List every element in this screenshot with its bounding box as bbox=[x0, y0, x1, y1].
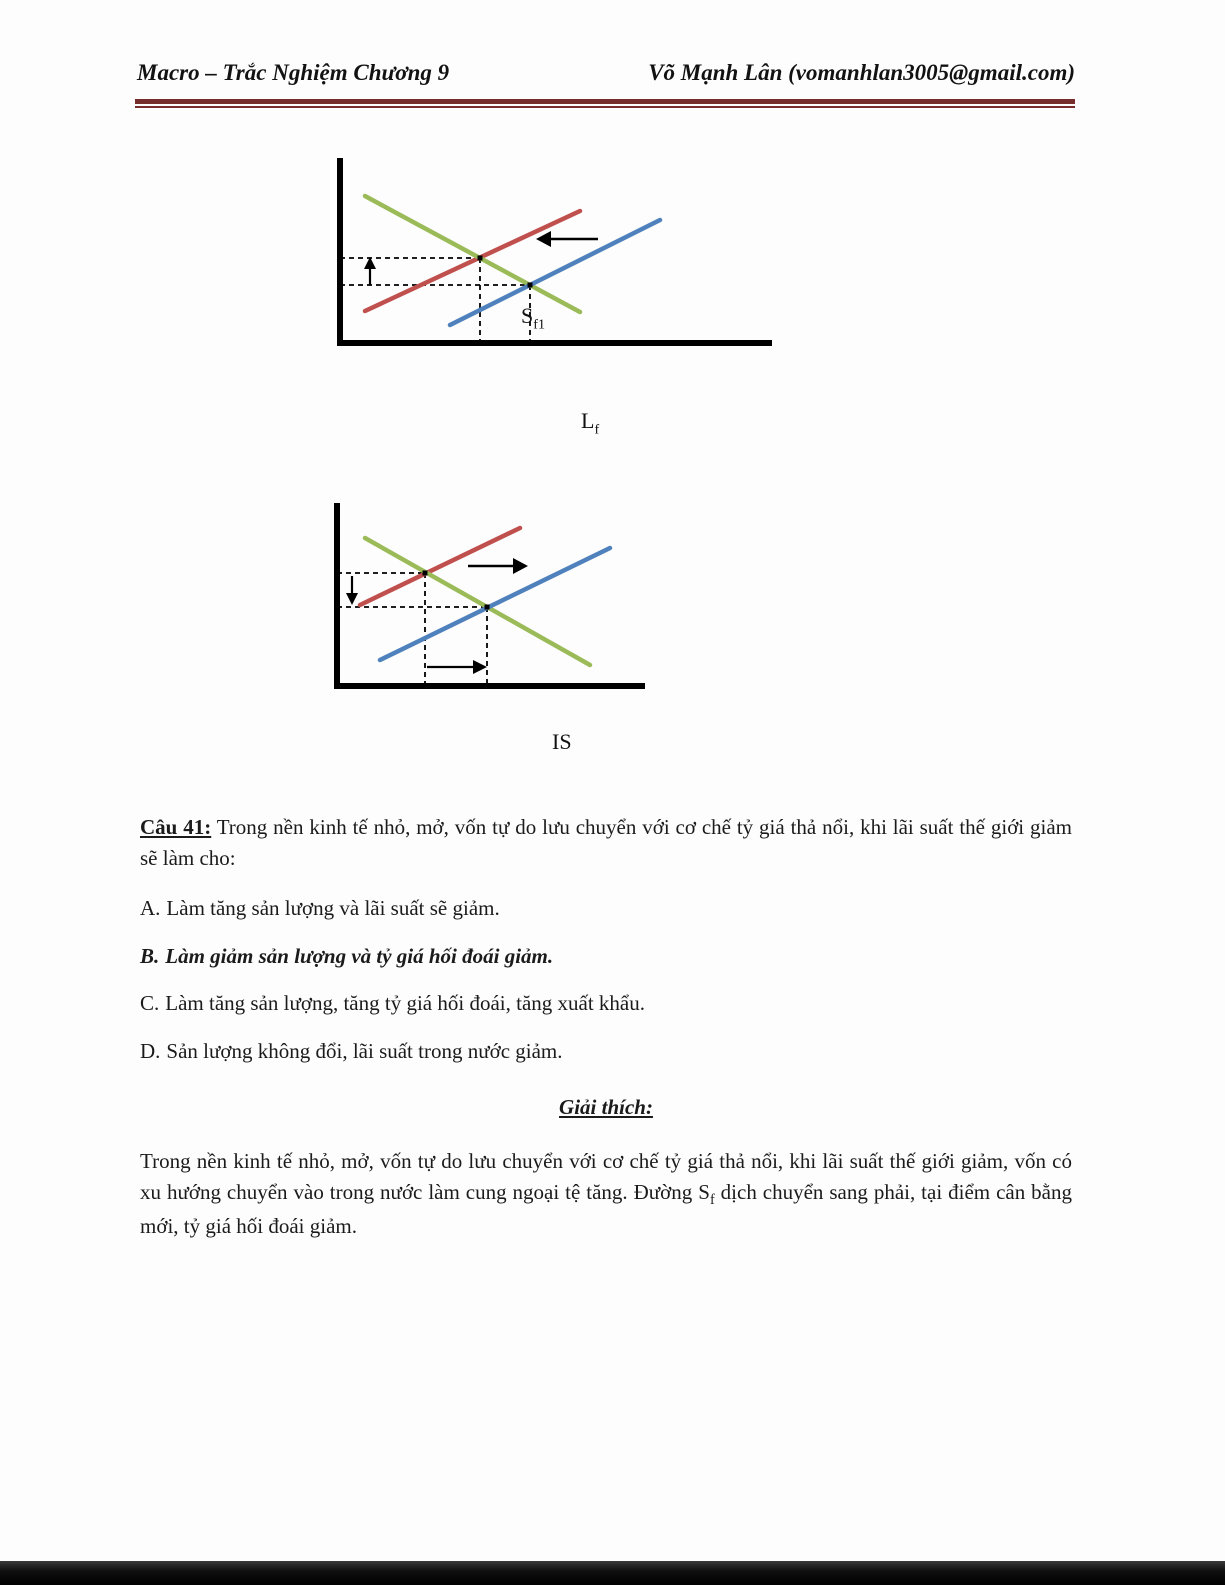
left-shift-arrowhead bbox=[536, 231, 551, 247]
bottom-right-arrowhead bbox=[473, 660, 487, 674]
forex-market-diagram bbox=[330, 155, 780, 360]
equilibrium-point bbox=[478, 256, 483, 261]
page-bottom-edge bbox=[0, 1561, 1225, 1585]
answer-option-a: A. Làm tăng sản lượng và lãi suất sẽ giảm. bbox=[140, 895, 500, 920]
answer-option-c: C. Làm tăng sản lượng, tăng tỷ giá hối đoái, tăng xuất khẩu. bbox=[140, 991, 645, 1016]
question-text: Trong nền kinh tế nhỏ, mở, vốn tự do lưu chuyển với cơ chế tỷ giá thả nổi, khi lãi suất thế giới giảm sẽ làm cho: bbox=[140, 815, 1073, 870]
is-diagram bbox=[330, 500, 660, 705]
explanation-paragraph: Trong nền kinh tế nhỏ, mở, vốn tự do lưu chuyển với cơ chế tỷ giá thả nổi, khi lãi suất thế giới giảm, vốn có xu hướng chuyển vào trong nước làm cung ngoại tệ tăng. Đường $S_f$ dịch chuyển sang phải, tại điểm cân bằng mới, tỷ giá hối đoái giảm. bbox=[140, 1149, 1072, 1239]
sf1-curve-label: $S_{f1}$ bbox=[521, 303, 545, 333]
header-divider bbox=[135, 99, 1075, 108]
equilibrium-point bbox=[528, 283, 533, 288]
supply-shifted-line-blue bbox=[450, 220, 660, 325]
up-arrowhead bbox=[364, 257, 376, 269]
is-line-green bbox=[365, 538, 590, 665]
answer-option-b-correct: B. Làm giảm sản lượng và tỷ giá hối đoái giảm. bbox=[140, 943, 554, 968]
question-number: Câu 41: bbox=[140, 815, 212, 839]
question-paragraph bbox=[140, 812, 1072, 874]
page-header bbox=[137, 60, 1075, 86]
equilibrium-point bbox=[485, 605, 490, 610]
question-block bbox=[140, 812, 1072, 1242]
is-curve-label: IS bbox=[552, 729, 572, 754]
lf-curve-label: $L_f$ bbox=[581, 408, 600, 438]
answer-option-d: D. Sản lượng không đổi, lãi suất trong nước giảm. bbox=[140, 1039, 563, 1064]
diagram-zone bbox=[0, 110, 1225, 810]
header-author-email: Võ Mạnh Lân (vomanhlan3005@gmail.com) bbox=[648, 60, 1075, 85]
down-arrowhead bbox=[346, 593, 358, 605]
right-shift-arrowhead bbox=[513, 558, 528, 574]
header-title: Macro – Trắc Nghiệm Chương 9 bbox=[137, 60, 450, 85]
explanation-heading: Giải thích: bbox=[559, 1095, 653, 1120]
sf-subscript: f bbox=[709, 1192, 715, 1209]
equilibrium-point bbox=[423, 571, 428, 576]
